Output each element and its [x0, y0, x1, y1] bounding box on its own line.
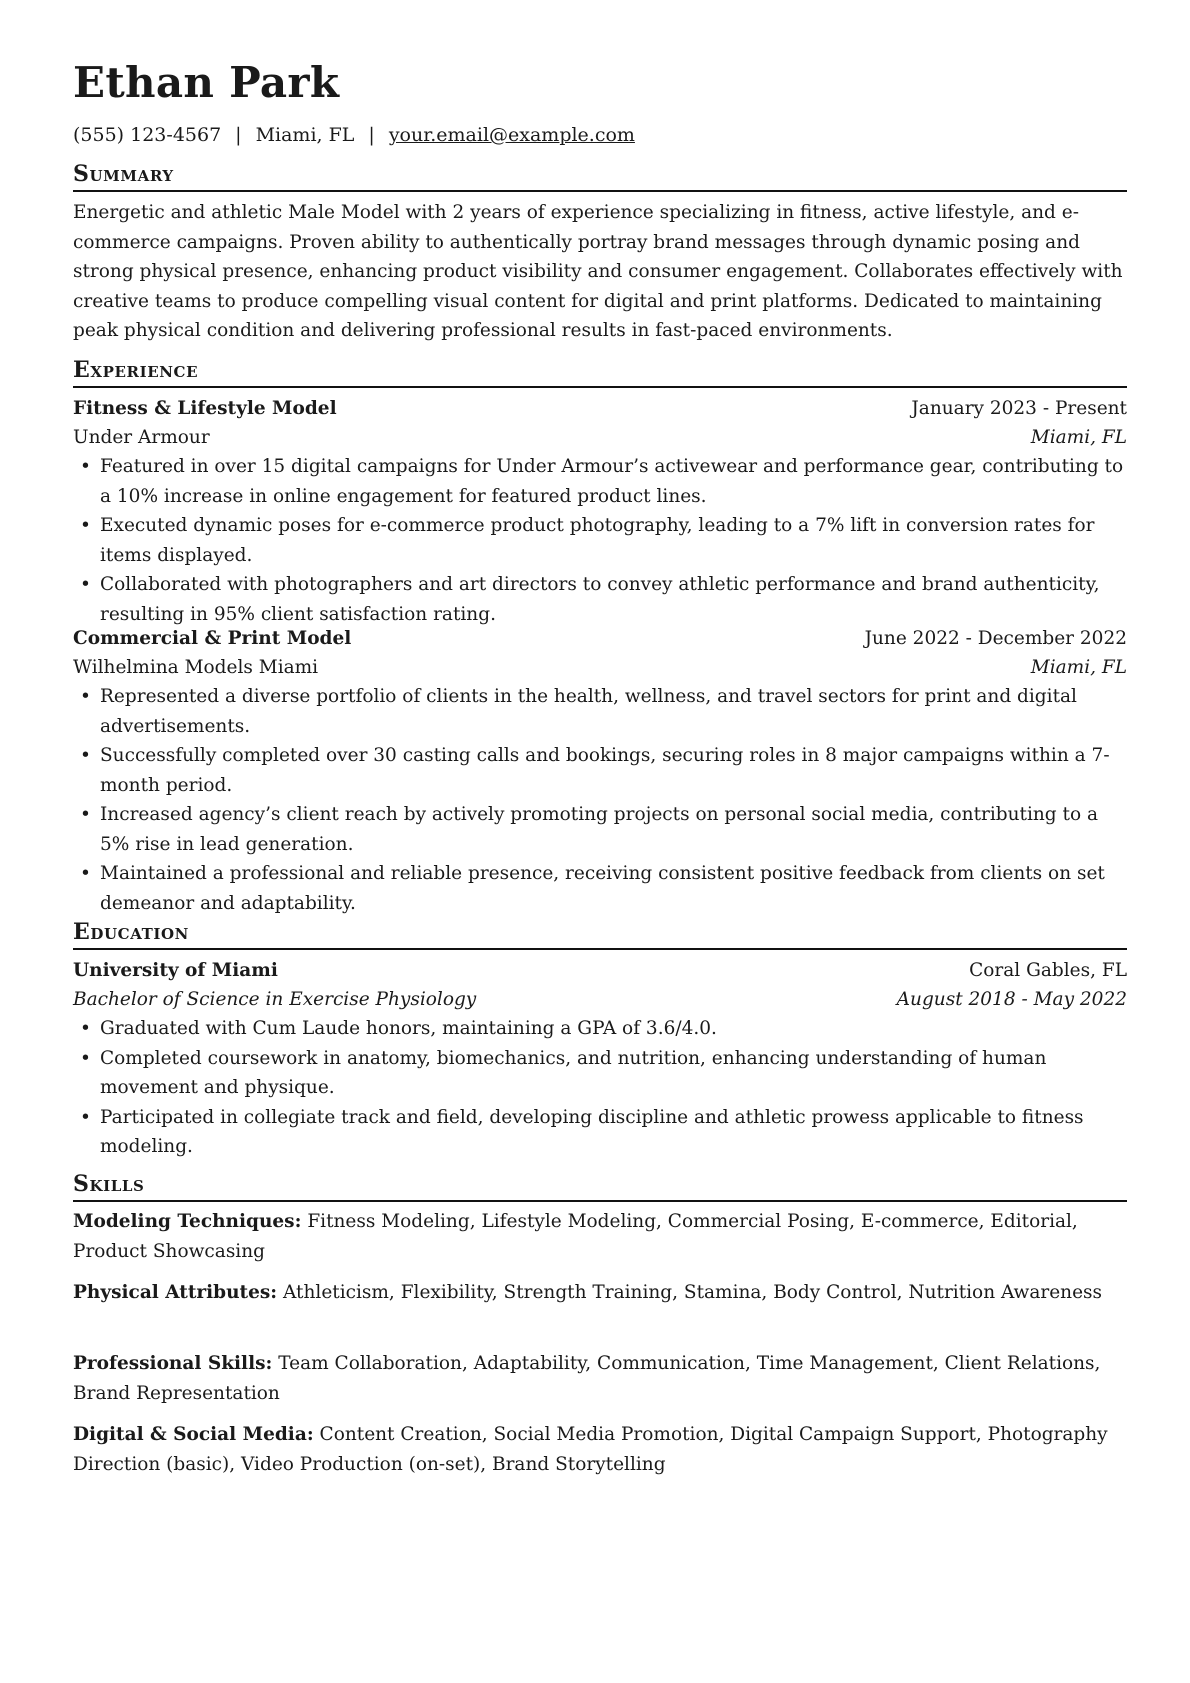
job-dates: June 2022 - December 2022	[864, 628, 1127, 649]
job-company: Wilhelmina Models Miami	[73, 657, 319, 678]
skill-row	[73, 1207, 1127, 1266]
job-bullets	[73, 682, 1127, 918]
job-dates: January 2023 - Present	[911, 398, 1127, 419]
job-header	[73, 394, 1127, 423]
job-subheader	[73, 653, 1127, 682]
skill-row	[73, 1420, 1127, 1479]
skill-row	[73, 1349, 1127, 1408]
section-title: Summary	[73, 161, 174, 187]
contact-separator: |	[235, 124, 242, 146]
skill-label: Physical Attributes:	[73, 1282, 278, 1303]
contact-line	[73, 124, 635, 146]
skill-label: Modeling Techniques:	[73, 1211, 302, 1232]
job-header	[73, 624, 1127, 653]
section-summary-header	[73, 156, 1127, 192]
section-skills-header	[73, 1166, 1127, 1202]
skill-label: Digital & Social Media:	[73, 1424, 314, 1445]
skill-label: Professional Skills:	[73, 1353, 273, 1374]
job-role: Fitness & Lifestyle Model	[73, 398, 337, 419]
list-item: • Completed coursework in anatomy, biomechanics, and nutrition, enhancing understanding of human movement and physique.	[73, 1044, 1127, 1103]
list-item: • Increased agency’s client reach by actively promoting projects on personal social media, contributing to a 5% rise in lead generation.	[73, 800, 1127, 859]
email-link[interactable]: your.email@example.com	[388, 124, 635, 146]
skill-values: Fitness Modeling, Lifestyle Modeling, Commercial Posing, E-commerce, Editorial, Product Showcasing	[73, 1211, 1078, 1262]
list-item: • Maintained a professional and reliable presence, receiving consistent positive feedback from clients on set demeanor and adaptability.	[73, 859, 1127, 918]
candidate-name: Ethan Park	[73, 58, 340, 107]
section-title: Education	[73, 919, 189, 945]
location: Miami, FL	[255, 124, 355, 146]
job-role: Commercial & Print Model	[73, 628, 352, 649]
phone-number: (555) 123-4567	[73, 124, 222, 146]
list-item: • Graduated with Cum Laude honors, maintaining a GPA of 3.6/4.0.	[73, 1014, 1127, 1044]
skill-values: Team Collaboration, Adaptability, Communication, Time Management, Client Relations, Brand Representation	[73, 1353, 1101, 1404]
education-bullets	[73, 1014, 1127, 1162]
section-title: Skills	[73, 1171, 145, 1197]
list-item: • Successfully completed over 30 casting calls and bookings, securing roles in 8 major campaigns within a 7-month period.	[73, 741, 1127, 800]
skill-values: Athleticism, Flexibility, Strength Training, Stamina, Body Control, Nutrition Awareness	[283, 1282, 1103, 1303]
education-dates: August 2018 - May 2022	[896, 989, 1127, 1010]
list-item: • Participated in collegiate track and field, developing discipline and athletic prowess applicable to fitness modeling.	[73, 1103, 1127, 1162]
section-education-header	[73, 914, 1127, 950]
job-company: Under Armour	[73, 427, 210, 448]
list-item: • Collaborated with photographers and art directors to convey athletic performance and brand authenticity, resulting in 95% client satisfaction rating.	[73, 570, 1127, 629]
school-name: University of Miami	[73, 960, 278, 981]
list-item: • Featured in over 15 digital campaigns for Under Armour’s activewear and performance gear, contributing to a 10% increase in online engagement for featured product lines.	[73, 452, 1127, 511]
list-item: • Executed dynamic poses for e-commerce product photography, leading to a 7% lift in conversion rates for items displayed.	[73, 511, 1127, 570]
skill-values: Content Creation, Social Media Promotion, Digital Campaign Support, Photography Direction (basic), Video Production (on-set), Brand Storytelling	[73, 1424, 1108, 1475]
job-location: Miami, FL	[1030, 427, 1127, 448]
school-location: Coral Gables, FL	[969, 960, 1127, 981]
education-header	[73, 956, 1127, 985]
summary-text: Energetic and athletic Male Model with 2 years of experience specializing in fitness, active lifestyle, and e-commerce campaigns. Proven ability to authentically portray brand messages through dynamic posing and strong physical presence, enhancing product visibility and consumer engagement. Collaborates effectively with creative teams to produce compelling visual content for digital and print platforms. Dedicated to maintaining peak physical condition and delivering professional results in fast-paced environments.	[73, 202, 1123, 341]
skill-row	[73, 1278, 1127, 1308]
section-title: Experience	[73, 357, 199, 383]
section-experience-header	[73, 352, 1127, 388]
list-item: • Represented a diverse portfolio of clients in the health, wellness, and travel sectors for print and digital advertisements.	[73, 682, 1127, 741]
education-subheader	[73, 985, 1127, 1014]
degree: Bachelor of Science in Exercise Physiology	[73, 989, 477, 1010]
contact-separator: |	[368, 124, 375, 146]
job-location: Miami, FL	[1030, 657, 1127, 678]
job-bullets	[73, 452, 1127, 629]
job-subheader	[73, 423, 1127, 452]
